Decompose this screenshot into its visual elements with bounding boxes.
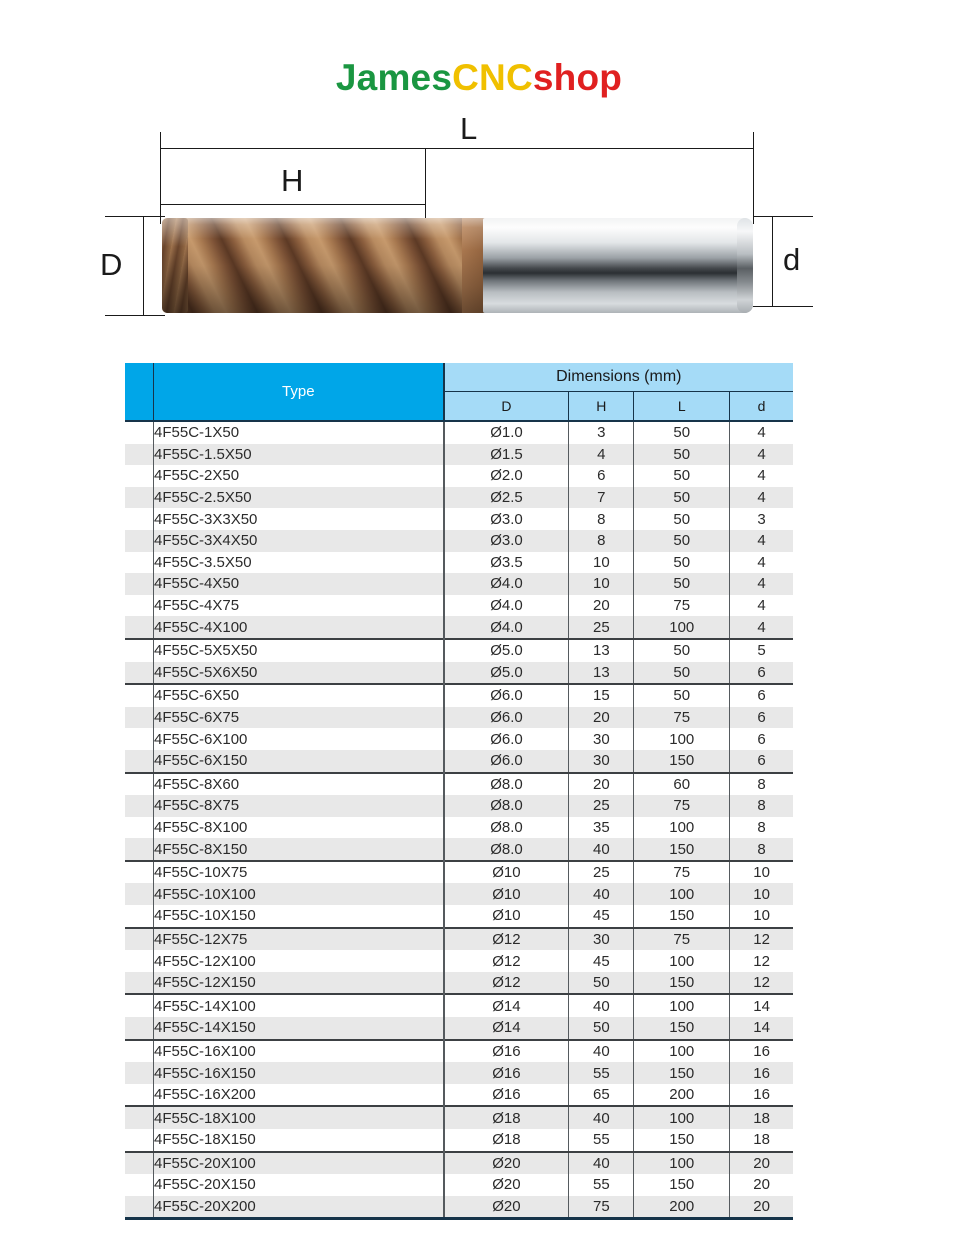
table-row	[125, 972, 793, 995]
cell-shank-diameter: 8	[730, 838, 793, 861]
cell-spacer	[125, 950, 154, 972]
cell-flute-length: 3	[569, 421, 634, 444]
cell-flute-length: 45	[569, 905, 634, 928]
cell-spacer	[125, 639, 154, 662]
cell-flute-length: 30	[569, 928, 634, 951]
dimension-line-dd	[772, 216, 773, 306]
dimension-tick-l-right	[753, 132, 754, 224]
table-row	[125, 950, 793, 972]
cell-type: 4F55C-1.5X50	[154, 444, 444, 466]
cell-flute-length: 10	[569, 552, 634, 574]
cell-shank-diameter: 20	[730, 1152, 793, 1175]
cell-flute-length: 6	[569, 465, 634, 487]
cell-type: 4F55C-6X150	[154, 750, 444, 773]
cell-type: 4F55C-12X150	[154, 972, 444, 995]
cell-diameter: Ø12	[444, 972, 569, 995]
cell-flute-length: 20	[569, 707, 634, 729]
cell-flute-length: 13	[569, 639, 634, 662]
dimension-line-h	[160, 204, 426, 205]
cell-spacer	[125, 1084, 154, 1107]
cell-shank-diameter: 4	[757, 597, 766, 615]
cell-flute-length: 40	[569, 1152, 634, 1175]
cell-diameter: Ø1.5	[444, 444, 569, 466]
cell-shank-diameter: 16	[730, 1062, 793, 1084]
brand-segment-cnc: CNC	[452, 57, 533, 98]
cell-overall-length: 50	[634, 421, 730, 444]
table-row	[125, 795, 793, 817]
table-row	[125, 928, 793, 951]
cell-diameter: Ø20	[444, 1152, 569, 1175]
cell-overall-length: 50	[634, 530, 730, 552]
cell-flute-length: 25	[569, 861, 634, 884]
cell-type: 4F55C-10X75	[154, 861, 444, 884]
table-row	[125, 616, 793, 639]
cell-shank-diameter: 6	[730, 684, 793, 707]
table-row	[125, 707, 793, 729]
cell-flute-length: 8	[569, 508, 634, 530]
cell-overall-length: 100	[634, 1106, 730, 1129]
table-row	[125, 750, 793, 773]
table-row	[125, 1174, 793, 1196]
cell-spacer	[125, 817, 154, 839]
cell-overall-length: 75	[634, 595, 730, 617]
cell-type: 4F55C-14X100	[154, 994, 444, 1017]
table-row	[125, 639, 793, 662]
cell-diameter: Ø6.0	[444, 750, 569, 773]
cell-spacer	[125, 487, 154, 509]
cell-diameter: Ø6.0	[444, 684, 569, 707]
cell-flute-length: 15	[569, 684, 634, 707]
cell-type: 4F55C-14X150	[154, 1017, 444, 1040]
cell-spacer	[125, 1106, 154, 1129]
cell-spacer	[125, 508, 154, 530]
table-row	[125, 1152, 793, 1175]
cell-shank-diameter: 18	[730, 1106, 793, 1129]
cell-type: 4F55C-18X100	[154, 1106, 444, 1129]
cell-shank-diameter: 14	[730, 1017, 793, 1040]
cell-diameter: Ø1.0	[444, 421, 569, 444]
cell-shank-diameter: 3	[757, 510, 766, 528]
cell-type: 4F55C-10X100	[154, 883, 444, 905]
dimension-label-l: L	[460, 111, 478, 146]
cell-type: 4F55C-6X50	[154, 684, 444, 707]
cell-diameter: Ø18	[444, 1106, 569, 1129]
cell-shank-diameter: 4	[730, 616, 793, 639]
cell-spacer	[125, 595, 154, 617]
cell-flute-length: 55	[569, 1062, 634, 1084]
cell-flute-length: 40	[569, 1040, 634, 1063]
cell-overall-length: 100	[634, 994, 730, 1017]
cell-diameter: Ø3.0	[444, 530, 569, 552]
cell-spacer	[125, 883, 154, 905]
cell-shank-diameter: 6	[757, 730, 766, 748]
cell-type: 4F55C-20X100	[154, 1152, 444, 1175]
cell-shank-diameter: 10	[753, 907, 770, 925]
cell-shank-diameter: 4	[757, 424, 766, 442]
dimension-label-h: H	[281, 163, 304, 198]
table-row	[125, 552, 793, 574]
cell-type: 4F55C-4X75	[154, 595, 444, 617]
cell-spacer	[125, 421, 154, 444]
cell-overall-length: 150	[634, 1062, 730, 1084]
cell-type: 4F55C-2X50	[154, 465, 444, 487]
cell-spacer	[125, 684, 154, 707]
cell-flute-length: 13	[569, 662, 634, 685]
cell-flute-length: 7	[569, 487, 634, 509]
cell-shank-diameter: 16	[753, 1086, 770, 1104]
table-row	[125, 1040, 793, 1063]
cell-type: 4F55C-3.5X50	[154, 552, 444, 574]
dimension-ext-d-top	[105, 216, 165, 217]
cell-shank-diameter: 6	[730, 750, 793, 773]
header-spacer-cell	[125, 363, 154, 421]
cell-diameter: Ø14	[444, 994, 569, 1017]
dimension-label-d: D	[100, 247, 123, 282]
cell-flute-length: 35	[569, 817, 634, 839]
cell-flute-length: 50	[569, 1017, 634, 1040]
cell-type: 4F55C-3X4X50	[154, 530, 444, 552]
cell-flute-length: 50	[569, 972, 634, 995]
cell-flute-length: 25	[569, 795, 634, 817]
dimension-label-dd: d	[783, 242, 801, 277]
cell-overall-length: 150	[634, 1129, 730, 1152]
cell-type: 4F55C-1X50	[154, 421, 444, 444]
table-row	[125, 573, 793, 595]
cell-type: 4F55C-6X75	[154, 707, 444, 729]
cell-flute-length: 30	[569, 728, 634, 750]
cell-type: 4F55C-5X5X50	[154, 639, 444, 662]
cell-diameter: Ø20	[444, 1196, 569, 1219]
table-row	[125, 487, 793, 509]
cell-shank-diameter: 14	[730, 994, 793, 1017]
endmill-shank-end	[737, 218, 753, 313]
cell-overall-length: 150	[634, 750, 730, 773]
specification-table	[125, 363, 793, 1220]
dimension-ext-dd-bottom	[753, 306, 813, 307]
cell-spacer	[125, 465, 154, 487]
cell-overall-length: 50	[634, 465, 730, 487]
cell-type: 4F55C-20X150	[154, 1174, 444, 1196]
cell-overall-length: 75	[634, 928, 730, 951]
cell-flute-length: 40	[569, 883, 634, 905]
cell-shank-diameter: 4	[757, 467, 766, 485]
cell-spacer	[125, 994, 154, 1017]
cell-diameter: Ø6.0	[444, 707, 569, 729]
cell-type: 4F55C-12X75	[154, 928, 444, 951]
cell-spacer	[125, 1196, 154, 1219]
cell-flute-length: 40	[569, 1106, 634, 1129]
table-row	[125, 1196, 793, 1219]
table-row	[125, 508, 793, 530]
cell-overall-length: 75	[634, 861, 730, 884]
table-header	[125, 363, 793, 421]
cell-diameter: Ø16	[444, 1084, 569, 1107]
cell-spacer	[125, 773, 154, 796]
cell-spacer	[125, 662, 154, 685]
cell-spacer	[125, 1040, 154, 1063]
cell-shank-diameter: 18	[753, 1131, 770, 1149]
cell-diameter: Ø2.5	[444, 487, 569, 509]
cell-overall-length: 150	[634, 1174, 730, 1196]
header-dimensions-group: Dimensions (mm)	[444, 363, 793, 392]
cell-spacer	[125, 838, 154, 861]
table-row	[125, 905, 793, 928]
cell-spacer	[125, 1174, 154, 1196]
cell-diameter: Ø5.0	[444, 639, 569, 662]
cell-type: 4F55C-10X150	[154, 905, 444, 928]
cell-type: 4F55C-16X200	[154, 1084, 444, 1107]
cell-shank-diameter: 12	[730, 972, 793, 995]
cell-shank-diameter: 5	[730, 639, 793, 662]
cell-flute-length: 40	[569, 838, 634, 861]
cell-type: 4F55C-2.5X50	[154, 487, 444, 509]
table-row	[125, 838, 793, 861]
cell-shank-diameter: 20	[753, 1176, 770, 1194]
dimension-line-l	[160, 148, 754, 149]
cell-shank-diameter: 4	[730, 444, 793, 466]
cell-type: 4F55C-16X100	[154, 1040, 444, 1063]
cell-overall-length: 50	[634, 639, 730, 662]
cell-spacer	[125, 1017, 154, 1040]
cell-type: 4F55C-4X100	[154, 616, 444, 639]
cell-shank-diameter: 8	[757, 818, 766, 836]
cell-flute-length: 75	[569, 1196, 634, 1219]
cell-overall-length: 50	[634, 552, 730, 574]
cell-shank-diameter: 4	[757, 553, 766, 571]
cell-spacer	[125, 573, 154, 595]
cell-spacer	[125, 750, 154, 773]
cell-shank-diameter: 8	[730, 773, 793, 796]
cell-flute-length: 8	[569, 530, 634, 552]
cell-type: 4F55C-8X75	[154, 795, 444, 817]
cell-flute-length: 20	[569, 595, 634, 617]
cell-shank-diameter: 20	[730, 1196, 793, 1219]
cell-type: 4F55C-16X150	[154, 1062, 444, 1084]
cell-spacer	[125, 530, 154, 552]
cell-overall-length: 150	[634, 905, 730, 928]
cell-type: 4F55C-12X100	[154, 950, 444, 972]
cell-diameter: Ø2.0	[444, 465, 569, 487]
table-row	[125, 728, 793, 750]
cell-type: 4F55C-20X200	[154, 1196, 444, 1219]
cell-shank-diameter: 10	[730, 883, 793, 905]
endmill-diagram	[0, 110, 958, 345]
cell-diameter: Ø8.0	[444, 773, 569, 796]
cell-type: 4F55C-5X6X50	[154, 662, 444, 685]
table-row	[125, 1062, 793, 1084]
cell-overall-length: 50	[634, 662, 730, 685]
cell-overall-length: 75	[634, 707, 730, 729]
cell-shank-diameter: 6	[730, 662, 793, 685]
cell-diameter: Ø12	[444, 928, 569, 951]
cell-overall-length: 100	[634, 1040, 730, 1063]
table-row	[125, 421, 793, 444]
endmill-end-face	[162, 218, 188, 313]
cell-flute-length: 10	[569, 573, 634, 595]
table-row	[125, 444, 793, 466]
cell-overall-length: 50	[634, 684, 730, 707]
cell-type: 4F55C-6X100	[154, 728, 444, 750]
cell-flute-length: 20	[569, 773, 634, 796]
cell-flute-length: 4	[569, 444, 634, 466]
endmill-flutes	[162, 218, 483, 313]
cell-flute-length: 30	[569, 750, 634, 773]
cell-overall-length: 50	[634, 508, 730, 530]
cell-spacer	[125, 1062, 154, 1084]
header-col-L: L	[634, 392, 730, 422]
cell-spacer	[125, 616, 154, 639]
cell-shank-diameter: 12	[730, 928, 793, 951]
cell-shank-diameter: 6	[730, 707, 793, 729]
cell-shank-diameter: 16	[730, 1040, 793, 1063]
cell-diameter: Ø4.0	[444, 595, 569, 617]
cell-diameter: Ø6.0	[444, 728, 569, 750]
cell-spacer	[125, 1152, 154, 1175]
cell-flute-length: 25	[569, 616, 634, 639]
brand-logo	[0, 57, 958, 99]
cell-type: 4F55C-8X150	[154, 838, 444, 861]
cell-spacer	[125, 1129, 154, 1152]
cell-diameter: Ø5.0	[444, 662, 569, 685]
cell-overall-length: 50	[634, 573, 730, 595]
cell-spacer	[125, 728, 154, 750]
cell-diameter: Ø18	[444, 1129, 569, 1152]
cell-diameter: Ø4.0	[444, 616, 569, 639]
cell-overall-length: 100	[634, 817, 730, 839]
cell-shank-diameter: 10	[730, 861, 793, 884]
cell-diameter: Ø3.0	[444, 508, 569, 530]
cell-diameter: Ø16	[444, 1040, 569, 1063]
cell-shank-diameter: 12	[753, 952, 770, 970]
cell-spacer	[125, 552, 154, 574]
cell-overall-length: 50	[634, 487, 730, 509]
cell-diameter: Ø8.0	[444, 795, 569, 817]
cell-flute-length: 55	[569, 1129, 634, 1152]
cell-diameter: Ø4.0	[444, 573, 569, 595]
cell-overall-length: 100	[634, 1152, 730, 1175]
cell-type: 4F55C-18X150	[154, 1129, 444, 1152]
table-body	[125, 421, 793, 1219]
cell-type: 4F55C-8X60	[154, 773, 444, 796]
table-row	[125, 595, 793, 617]
table-row	[125, 684, 793, 707]
header-col-H: H	[569, 392, 634, 422]
table-row	[125, 1017, 793, 1040]
cell-overall-length: 100	[634, 950, 730, 972]
table-row	[125, 662, 793, 685]
brand-segment-shop: shop	[532, 57, 623, 98]
cell-overall-length: 150	[634, 838, 730, 861]
header-col-d: d	[730, 392, 793, 422]
cell-diameter: Ø14	[444, 1017, 569, 1040]
table-row	[125, 465, 793, 487]
cell-flute-length: 55	[569, 1174, 634, 1196]
cell-diameter: Ø8.0	[444, 838, 569, 861]
dimension-line-d	[143, 216, 144, 315]
header-type: Type	[154, 363, 444, 421]
table-row	[125, 773, 793, 796]
endmill-illustration	[162, 218, 753, 313]
cell-shank-diameter: 4	[730, 573, 793, 595]
cell-spacer	[125, 861, 154, 884]
cell-overall-length: 200	[634, 1084, 730, 1107]
cell-shank-diameter: 4	[730, 487, 793, 509]
cell-shank-diameter: 8	[730, 795, 793, 817]
table-row	[125, 530, 793, 552]
cell-spacer	[125, 928, 154, 951]
cell-spacer	[125, 707, 154, 729]
header-col-D: D	[444, 392, 569, 422]
table-header-row-top	[125, 363, 793, 392]
cell-spacer	[125, 795, 154, 817]
cell-diameter: Ø3.5	[444, 552, 569, 574]
cell-shank-diameter: 4	[730, 530, 793, 552]
table-row	[125, 861, 793, 884]
cell-diameter: Ø10	[444, 861, 569, 884]
dimension-ext-dd-top	[753, 216, 813, 217]
cell-flute-length: 65	[569, 1084, 634, 1107]
cell-overall-length: 75	[634, 795, 730, 817]
table-row	[125, 1129, 793, 1152]
cell-overall-length: 200	[634, 1196, 730, 1219]
dimension-ext-d-bottom	[105, 315, 165, 316]
cell-overall-length: 150	[634, 1017, 730, 1040]
cell-diameter: Ø10	[444, 905, 569, 928]
cell-diameter: Ø20	[444, 1174, 569, 1196]
dimension-tick-h-right	[425, 148, 426, 220]
cell-diameter: Ø16	[444, 1062, 569, 1084]
table-row	[125, 817, 793, 839]
cell-type: 4F55C-4X50	[154, 573, 444, 595]
table-row	[125, 994, 793, 1017]
cell-spacer	[125, 972, 154, 995]
endmill-shank	[483, 218, 753, 313]
cell-diameter: Ø10	[444, 883, 569, 905]
cell-diameter: Ø12	[444, 950, 569, 972]
cell-diameter: Ø8.0	[444, 817, 569, 839]
cell-spacer	[125, 444, 154, 466]
table-row	[125, 1084, 793, 1107]
dimension-tick-h-left	[160, 148, 161, 220]
brand-segment-james: James	[335, 57, 453, 98]
cell-type: 4F55C-8X100	[154, 817, 444, 839]
table-row	[125, 883, 793, 905]
table-row	[125, 1106, 793, 1129]
cell-type: 4F55C-3X3X50	[154, 508, 444, 530]
cell-flute-length: 40	[569, 994, 634, 1017]
cell-overall-length: 100	[634, 883, 730, 905]
cell-spacer	[125, 905, 154, 928]
cell-overall-length: 60	[634, 773, 730, 796]
cell-overall-length: 150	[634, 972, 730, 995]
cell-overall-length: 100	[634, 728, 730, 750]
cell-overall-length: 50	[634, 444, 730, 466]
cell-overall-length: 100	[634, 616, 730, 639]
cell-flute-length: 45	[569, 950, 634, 972]
